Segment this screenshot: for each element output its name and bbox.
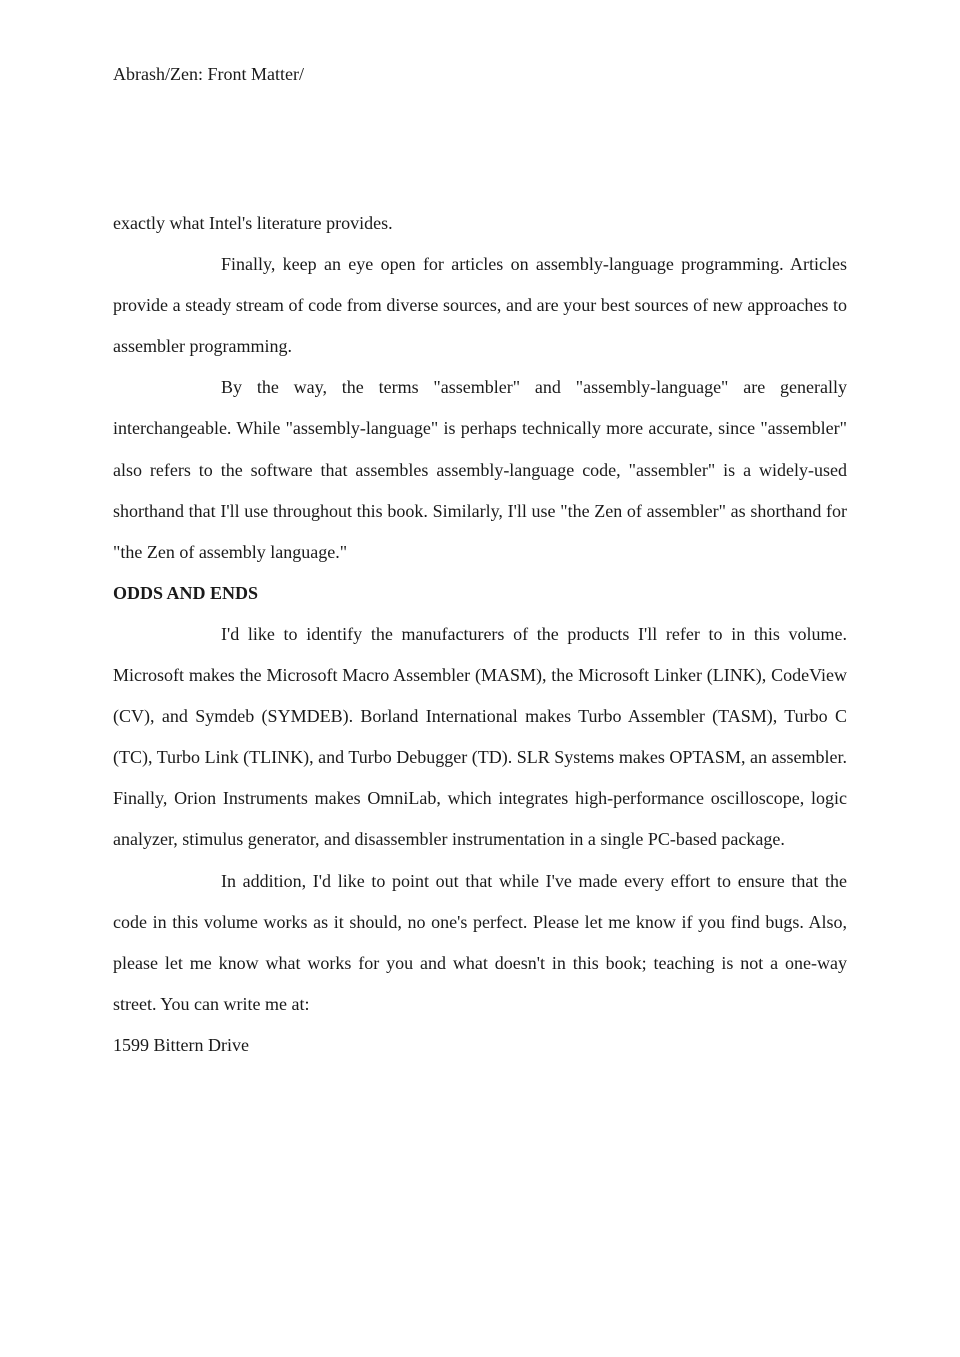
address-line: 1599 Bittern Drive [113, 1034, 249, 1055]
paragraph-manufacturers: I'd like to identify the manufacturers of the products I'll refer to in this volume. Microsoft makes the Microsoft Macro Assembler (MASM), the Microsoft Linker (LINK), CodeView (CV), and Symdeb (SYMDEB). Borland International makes Turbo Assembler (TASM), Turbo C (TC), Turbo Link (TLINK), and Turbo Debugger (TD). SLR Systems makes OPTASM, an assembler. Finally, Orion Instruments makes OmniLab, which integrates high-performance oscilloscope, logic analyzer, stimulus generator, and disassembler instrumentation in a single PC-based package. [113, 623, 847, 850]
paragraph-articles: Finally, keep an eye open for articles on assembly-language programming. Articles provide a steady stream of code from diverse sources, and are your best sources of new approaches to assembler programming. [113, 254, 847, 357]
paragraph-terms: By the way, the terms "assembler" and "assembly-language" are generally interchangeable. While "assembly-language" is perhaps technically more accurate, since "assembler" also refers to the software that assembles assembly-language code, "assembler" is a widely-used shorthand that I'll use throughout this book. Similarly, I'll use "the Zen of assembler" as shorthand for "the Zen of assembly language." [113, 377, 847, 562]
paragraph-feedback: In addition, I'd like to point out that while I've made every effort to ensure that the code in this volume works as it should, no one's perfect. Please let me know if you find bugs. Also, please let me know what works for you and what doesn't in this book; teaching is not a one-way street. You can write me at: [113, 870, 847, 1014]
paragraph-continuation: exactly what Intel's literature provides. [113, 213, 393, 233]
body-text [113, 203, 847, 1066]
running-header: Abrash/Zen: Front Matter/ [113, 64, 304, 84]
section-heading-odds-and-ends: ODDS AND ENDS [113, 582, 259, 603]
